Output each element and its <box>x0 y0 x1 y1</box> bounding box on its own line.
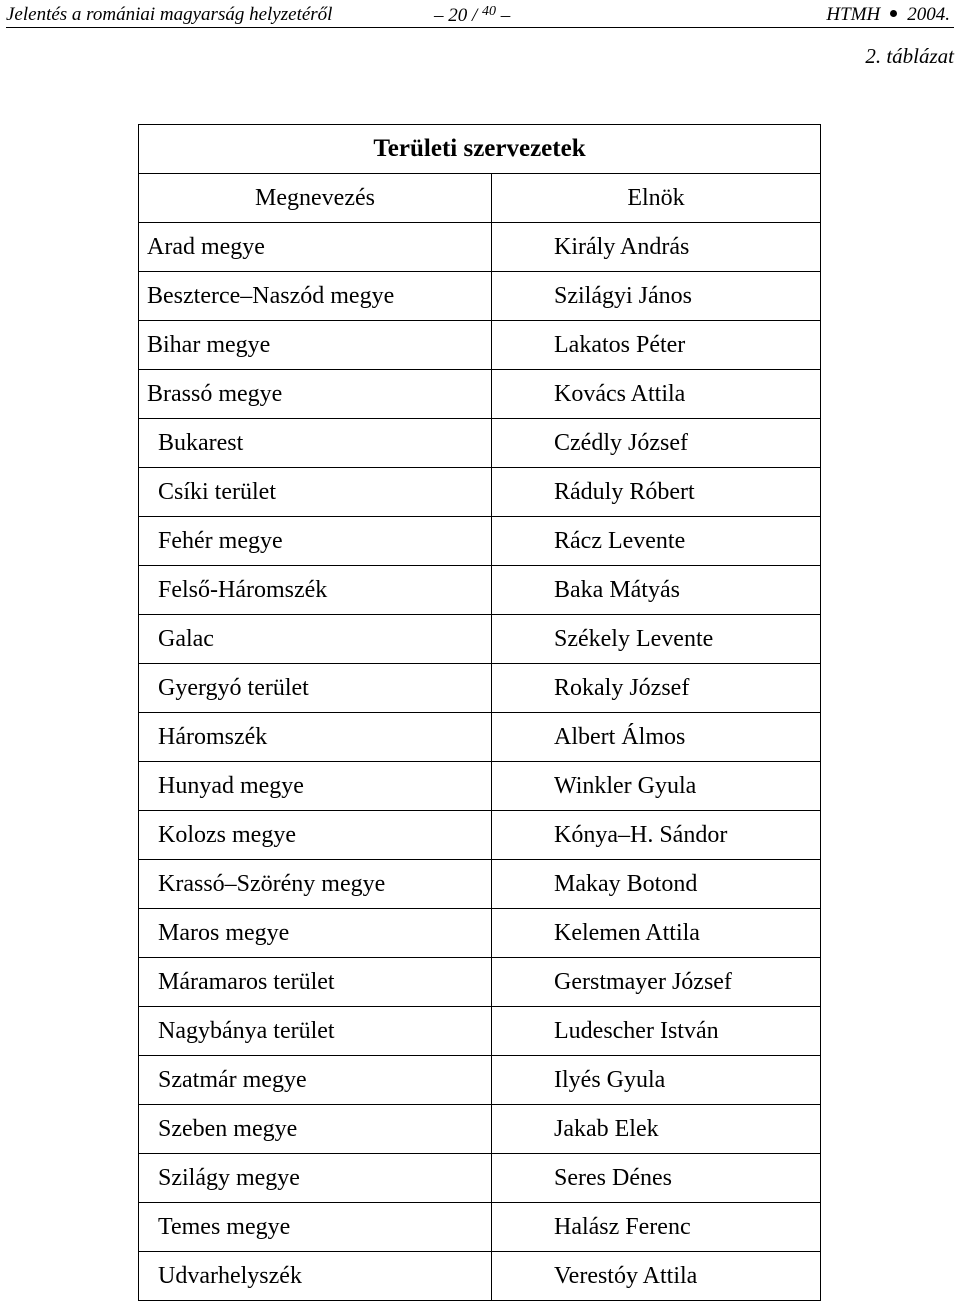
president-name: Kovács Attila <box>492 370 821 419</box>
organization-name: Brassó megye <box>139 370 492 419</box>
president-name: Makay Botond <box>492 860 821 909</box>
president-name: Gerstmayer József <box>492 958 821 1007</box>
header-rule <box>6 27 954 28</box>
organization-name: Bukarest <box>139 419 492 468</box>
table-row <box>139 664 821 713</box>
organization-name: Beszterce–Naszód megye <box>139 272 492 321</box>
organization-name: Máramaros terület <box>139 958 492 1007</box>
table-row <box>139 1056 821 1105</box>
bullet-dot-icon <box>890 10 897 17</box>
page-header <box>6 2 954 28</box>
table-row <box>139 811 821 860</box>
table-row <box>139 1007 821 1056</box>
organization-name: Fehér megye <box>139 517 492 566</box>
organizations-table <box>138 124 821 1301</box>
president-name: Albert Álmos <box>492 713 821 762</box>
president-name: Ludescher István <box>492 1007 821 1056</box>
organization-name: Szatmár megye <box>139 1056 492 1105</box>
page-current: 20 <box>448 5 468 26</box>
table-header-row <box>139 174 821 223</box>
president-name: Király András <box>492 223 821 272</box>
president-name: Ráduly Róbert <box>492 468 821 517</box>
table-row <box>139 1105 821 1154</box>
organization-name: Temes megye <box>139 1203 492 1252</box>
table-row <box>139 909 821 958</box>
org-name: HTMH <box>826 4 881 25</box>
organization-name: Szeben megye <box>139 1105 492 1154</box>
president-name: Rokaly József <box>492 664 821 713</box>
table-label: 2. táblázat <box>865 44 954 68</box>
table-row <box>139 713 821 762</box>
table-row <box>139 566 821 615</box>
president-name: Winkler Gyula <box>492 762 821 811</box>
table-row <box>139 223 821 272</box>
president-name: Rácz Levente <box>492 517 821 566</box>
organization-name: Csíki terület <box>139 468 492 517</box>
table-title-row <box>139 125 821 174</box>
page-separator: / <box>472 5 478 26</box>
table-row <box>139 958 821 1007</box>
table-row <box>139 615 821 664</box>
column-header-president: Elnök <box>492 174 821 223</box>
table-row <box>139 1154 821 1203</box>
organization-name: Krassó–Szörény megye <box>139 860 492 909</box>
organization-name: Felső-Háromszék <box>139 566 492 615</box>
table-row <box>139 370 821 419</box>
organization-name: Udvarhelyszék <box>139 1252 492 1301</box>
document-title: Jelentés a romániai magyarság helyzetéről <box>6 4 333 25</box>
table-row <box>139 419 821 468</box>
page-total: 40 <box>482 4 497 19</box>
table-row <box>139 860 821 909</box>
president-name: Kelemen Attila <box>492 909 821 958</box>
table-row <box>139 321 821 370</box>
president-name: Halász Ferenc <box>492 1203 821 1252</box>
organization-name: Bihar megye <box>139 321 492 370</box>
table-row <box>139 1203 821 1252</box>
president-name: Seres Dénes <box>492 1154 821 1203</box>
column-header-name: Megnevezés <box>139 174 492 223</box>
president-name: Ilyés Gyula <box>492 1056 821 1105</box>
president-name: Czédly József <box>492 419 821 468</box>
organization-name: Kolozs megye <box>139 811 492 860</box>
president-name: Verestóy Attila <box>492 1252 821 1301</box>
organization-name: Gyergyó terület <box>139 664 492 713</box>
organization-name: Hunyad megye <box>139 762 492 811</box>
header-org <box>826 4 950 26</box>
organization-name: Arad megye <box>139 223 492 272</box>
table-row <box>139 762 821 811</box>
president-name: Baka Mátyás <box>492 566 821 615</box>
president-name: Székely Levente <box>492 615 821 664</box>
table-row <box>139 468 821 517</box>
organization-name: Háromszék <box>139 713 492 762</box>
table-title: Területi szervezetek <box>139 125 821 174</box>
table-row <box>139 1252 821 1301</box>
president-name: Lakatos Péter <box>492 321 821 370</box>
organization-name: Galac <box>139 615 492 664</box>
page-number: – 20 / $^{40}$ – <box>434 4 511 26</box>
president-name: Szilágyi János <box>492 272 821 321</box>
organization-name: Maros megye <box>139 909 492 958</box>
table-row <box>139 272 821 321</box>
organization-name: Szilágy megye <box>139 1154 492 1203</box>
header-year: 2004. <box>907 4 950 25</box>
table-row <box>139 517 821 566</box>
organization-name: Nagybánya terület <box>139 1007 492 1056</box>
president-name: Jakab Elek <box>492 1105 821 1154</box>
president-name: Kónya–H. Sándor <box>492 811 821 860</box>
